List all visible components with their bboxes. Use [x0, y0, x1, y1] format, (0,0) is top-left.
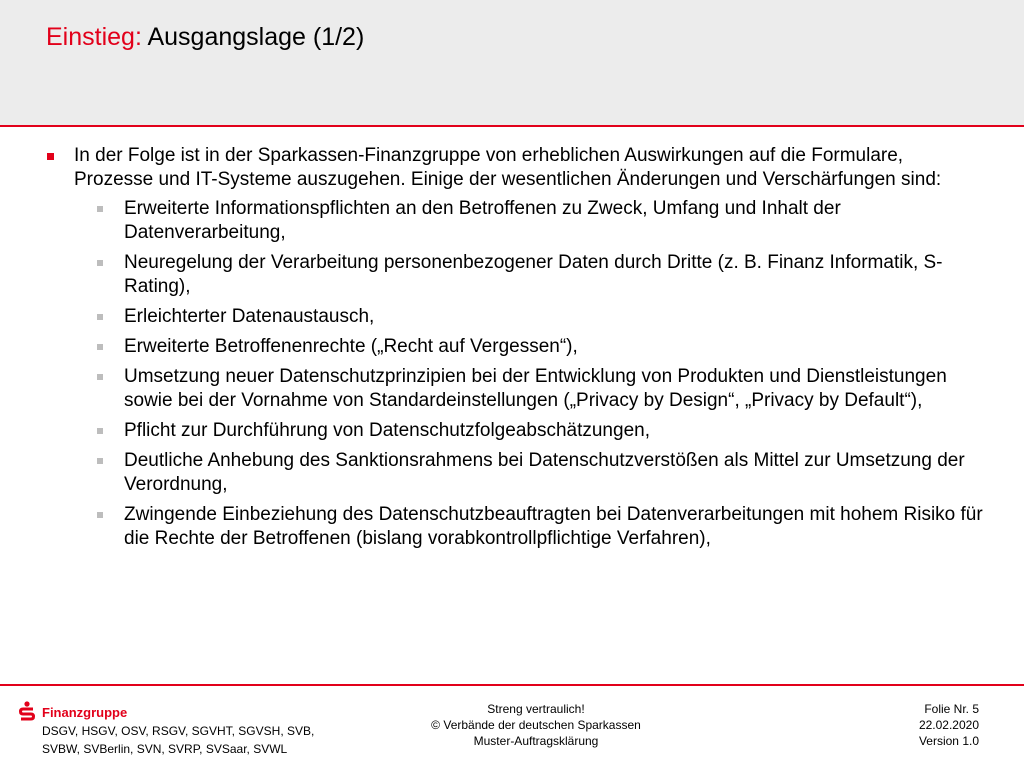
confidentiality-info: [376, 701, 696, 749]
slide-footer: [0, 686, 1024, 768]
title-rest: Ausgangslage (1/2): [141, 23, 365, 51]
list-item-text: Zwingende Einbeziehung des Datenschutzbeauftragten bei Datenverarbeitungen mit hohem Risiko für die Rechte der Betroffenen (bislang vorabkontrollpflichtige Verfahren),: [124, 504, 983, 549]
square-bullet-icon: [97, 428, 103, 434]
list-item: [46, 335, 986, 359]
slide-content: [46, 144, 986, 557]
square-bullet-icon: [97, 314, 103, 320]
square-bullet-icon: [97, 374, 103, 380]
associations-list: [42, 722, 314, 758]
sparkasse-s-logo-icon: [18, 701, 36, 723]
intro-text: In der Folge ist in der Sparkassen-Finanzgruppe von erheblichen Auswirkungen auf die Formulare, Prozesse und IT-Systeme auszugehen. Einige der wesentlichen Änderungen und Verschärfungen sind:: [74, 145, 942, 190]
list-item: [46, 449, 986, 497]
associations-line: SVBW, SVBerlin, SVN, SVRP, SVSaar, SVWL: [42, 742, 288, 756]
list-item-text: Erleichterter Datenaustausch,: [124, 306, 375, 327]
slide-version: Version 1.0: [918, 734, 979, 748]
title-band: [0, 0, 1024, 125]
list-item: [46, 251, 986, 299]
list-item: [46, 503, 986, 551]
square-bullet-icon: [97, 344, 103, 350]
square-bullet-icon: [97, 458, 103, 464]
square-bullet-icon: [97, 512, 103, 518]
logo-text: Finanzgruppe: [42, 705, 128, 720]
document-name: Muster-Auftragsklärung: [473, 734, 599, 748]
list-item-text: Erweiterte Informationspflichten an den Betroffenen zu Zweck, Umfang und Inhalt der Datenverarbeitung,: [124, 198, 841, 243]
main-bullet: [46, 144, 986, 192]
title-divider: [0, 125, 1024, 127]
list-item: [46, 365, 986, 413]
list-item-text: Deutliche Anhebung des Sanktionsrahmens bei Datenschutzverstößen als Mittel zur Umsetzung der Verordnung,: [124, 450, 965, 495]
title-accent: Einstieg:: [46, 23, 142, 51]
square-bullet-icon: [97, 260, 103, 266]
slide-date: 22.02.2020: [918, 718, 979, 732]
confidentiality-label: Streng vertraulich!: [487, 702, 585, 716]
square-bullet-icon: [47, 153, 54, 160]
list-item-text: Neuregelung der Verarbeitung personenbezogener Daten durch Dritte (z. B. Finanz Informatik, S-Rating),: [124, 252, 943, 297]
list-item-text: Erweiterte Betroffenenrechte („Recht auf Vergessen“),: [124, 336, 578, 357]
list-item-text: Umsetzung neuer Datenschutzprinzipien bei der Entwicklung von Produkten und Dienstleistungen sowie bei der Vornahme von Standardeinstellungen („Privacy by Design“, „Privacy by Default“),: [124, 366, 947, 411]
list-item-text: Pflicht zur Durchführung von Datenschutzfolgeabschätzungen,: [124, 420, 650, 441]
slide-title: [46, 22, 364, 52]
slide-number: Folie Nr. 5: [924, 702, 979, 716]
list-item: [46, 419, 986, 443]
slide-meta: [919, 701, 979, 749]
square-bullet-icon: [97, 206, 103, 212]
list-item: [46, 305, 986, 329]
list-item: [46, 197, 986, 245]
associations-line: DSGV, HSGV, OSV, RSGV, SGVHT, SGVSH, SVB,: [42, 724, 315, 738]
copyright-text: © Verbände der deutschen Sparkassen: [431, 718, 641, 732]
